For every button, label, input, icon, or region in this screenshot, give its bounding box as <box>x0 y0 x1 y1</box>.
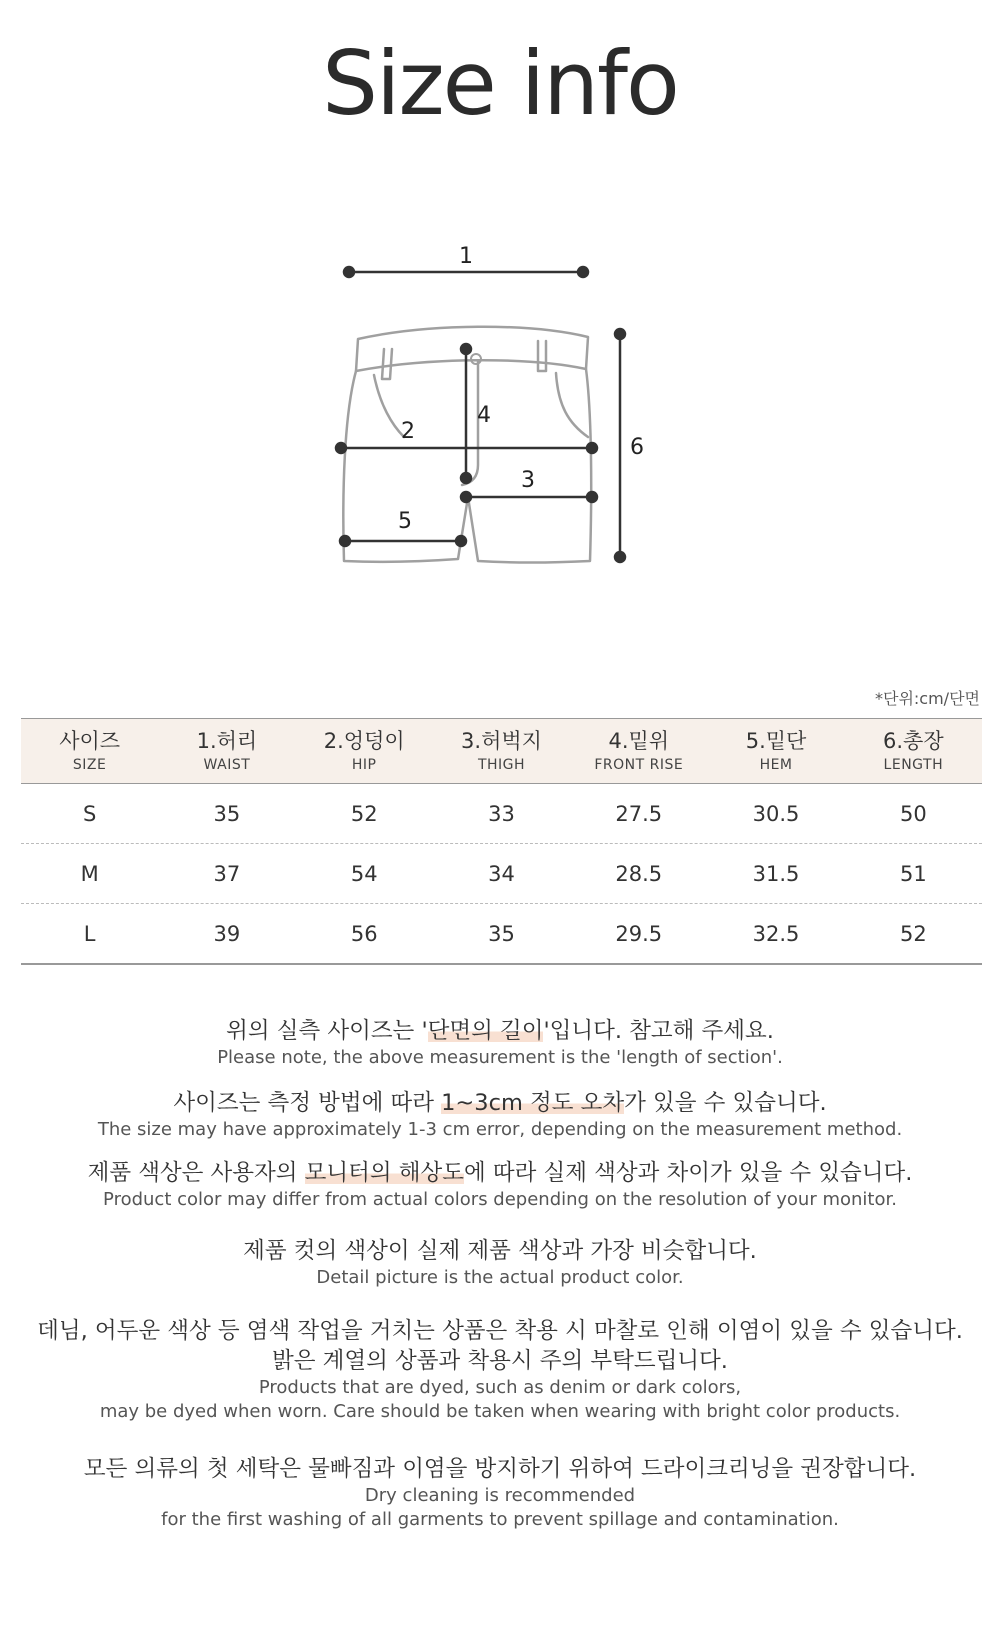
header-thigh: 3.허벅지 THIGH <box>461 729 542 773</box>
table-cell: 27.5 <box>615 801 663 826</box>
note-item <box>0 1316 1000 1424</box>
table-cell: 39 <box>213 921 241 946</box>
note-en: Dry cleaning is recommended <box>364 1485 636 1506</box>
header-size: 사이즈 SIZE <box>59 729 121 773</box>
table-cell: 51 <box>899 861 927 886</box>
note-en: Product color may differ from actual colors depending on the resolution of your monitor. <box>103 1189 897 1210</box>
note-ko: 사이즈는 측정 방법에 따라 1~3cm 정도 오차가 있을 수 있습니다. <box>173 1090 827 1116</box>
note-ko: 데님, 어두운 색상 등 염색 작업을 거치는 상품은 착용 시 마찰로 인해 이염이 있을 수 있습니다. <box>37 1318 963 1344</box>
note-en: The size may have approximately 1-3 cm error, depending on the measurement method. <box>97 1119 903 1140</box>
table-cell: 35 <box>213 801 241 826</box>
table-cell: 29.5 <box>615 921 663 946</box>
table-cell: 30.5 <box>752 801 800 826</box>
table-cell: 37 <box>213 861 241 886</box>
table-cell: 54 <box>350 861 378 886</box>
note-ko: 모든 의류의 첫 세탁은 물빠짐과 이염을 방지하기 위하여 드라이크리닝을 권장합니다. <box>83 1456 917 1482</box>
table-cell: 33 <box>488 801 515 826</box>
label-2: 2 <box>401 419 415 444</box>
table-cell: 52 <box>350 801 378 826</box>
note-item <box>0 1454 1000 1532</box>
note-item <box>0 1158 1000 1212</box>
header-hem: 5.밑단 HEM <box>745 729 807 773</box>
label-4: 4 <box>477 403 491 428</box>
note-ko: 제품 색상은 사용자의 모니터의 해상도에 따라 실제 색상과 차이가 있을 수 있습니다. <box>87 1160 913 1186</box>
table-cell: 28.5 <box>615 861 663 886</box>
label-1: 1 <box>459 245 473 269</box>
table-row <box>21 903 982 963</box>
table-cell: 32.5 <box>752 921 800 946</box>
table-cell: L <box>83 921 96 946</box>
note-highlight: 1~3cm 정도 오차 <box>441 1090 625 1116</box>
size-table <box>21 718 982 965</box>
note-item <box>0 1088 1000 1142</box>
title-text: Size info <box>322 32 678 135</box>
table-row <box>21 843 982 903</box>
note-item <box>0 1236 1000 1290</box>
label-3: 3 <box>521 468 535 493</box>
table-cell: 35 <box>488 921 515 946</box>
table-cell: 52 <box>899 921 927 946</box>
note-en: Products that are dyed, such as denim or dark colors, <box>258 1377 742 1398</box>
note-ko: 밝은 계열의 상품과 착용시 주의 부탁드립니다. <box>272 1348 728 1374</box>
table-cell: 50 <box>899 801 927 826</box>
note-highlight: 단면의 길이 <box>427 1018 544 1044</box>
page-title <box>0 34 1000 134</box>
table-cell: 34 <box>488 861 515 886</box>
header-waist: 1.허리 WAIST <box>196 729 258 773</box>
note-ko: 위의 실측 사이즈는 '단면의 길이'입니다. 참고해 주세요. <box>226 1018 774 1044</box>
shorts-measurement-diagram <box>330 245 670 605</box>
table-row <box>21 784 982 843</box>
table-cell: 31.5 <box>752 861 800 886</box>
header-front-rise: 4.밑위 FRONT RISE <box>594 729 684 773</box>
table-cell: S <box>82 801 97 826</box>
table-header <box>21 718 982 784</box>
note-en: Detail picture is the actual product color. <box>316 1267 684 1288</box>
note-en: for the first washing of all garments to prevent spillage and contamination. <box>161 1509 839 1530</box>
unit-note: *단위:cm/단면 <box>875 689 980 708</box>
header-hip: 2.엉덩이 HIP <box>323 729 405 773</box>
label-5: 5 <box>398 509 412 534</box>
table-cell: M <box>80 861 99 886</box>
notes-section <box>0 1016 1000 1532</box>
table-body <box>21 784 982 965</box>
note-ko: 제품 컷의 색상이 실제 제품 색상과 가장 비슷합니다. <box>243 1238 757 1264</box>
table-cell: 56 <box>350 921 378 946</box>
header-length: 6.총장 LENGTH <box>883 729 944 773</box>
label-6: 6 <box>630 435 644 460</box>
note-en: may be dyed when worn. Care should be taken when wearing with bright color products. <box>99 1401 901 1422</box>
note-en: Please note, the above measurement is the 'length of section'. <box>217 1047 783 1068</box>
note-highlight: 모니터의 해상도 <box>304 1160 464 1186</box>
note-item <box>0 1016 1000 1070</box>
